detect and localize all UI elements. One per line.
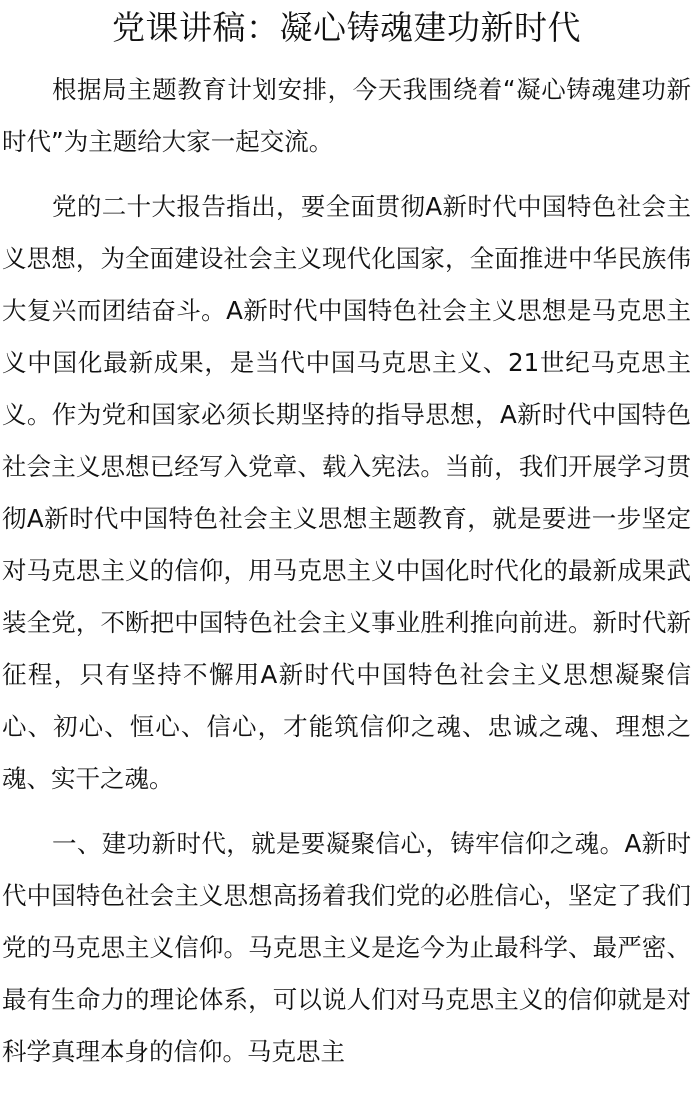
paragraph-intro: 根据局主题教育计划安排，今天我围绕着“凝心铸魂建功新时代”为主题给大家一起交流。 bbox=[2, 75, 691, 156]
paragraph-section-one: 一、建功新时代，就是要凝聚信心，铸牢信仰之魂。A新时代中国特色社会主义思想高扬着我们党的必胜信心，坚定了我们党的马克思主义信仰。马克思主义是迄今为止最科学、最严密、最有生命力的理论体系，可以说人们对马克思主义的信仰就是对科学真理本身的信仰。马克思主 bbox=[2, 829, 691, 1066]
paragraph-overview: 党的二十大报告指出，要全面贯彻A新时代中国特色社会主义思想，为全面建设社会主义现代化国家，全面推进中华民族伟大复兴而团结奋斗。A新时代中国特色社会主义思想是马克思主义中国化最新成果，是当代中国马克思主义、21世纪马克思主义。作为党和国家必须长期坚持的指导思想，A新时代中国特色社会主义思想已经写入党章、载入宪法。当前，我们开展学习贯彻A新时代中国特色社会主义思想主题教育，就是要进一步坚定对马克思主义的信仰，用马克思主义中国化时代化的最新成果武装全党，不断把中国特色社会主义事业胜利推向前进。新时代新征程，只有坚持不懈用A新时代中国特色社会主义思想凝聚信心、初心、恒心、信心，才能筑信仰之魂、忠诚之魂、理想之魂、实干之魂。 bbox=[2, 192, 691, 793]
page-title: 党课讲稿：凝心铸魂建功新时代 bbox=[112, 8, 581, 47]
